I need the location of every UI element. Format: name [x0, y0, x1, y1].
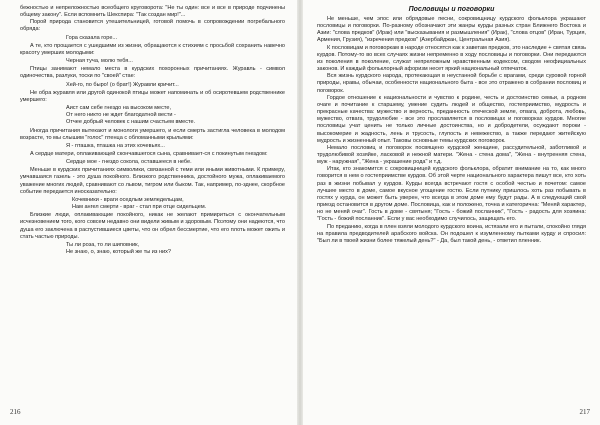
body-paragraph: Вся жизнь курдского народа, протекающая в неустанной борьбе с врагами, среди суровой горной природы, нравы, обычаи, особенности национального быта - все это отражено в собрании пословиц и поговорок. — [317, 73, 586, 94]
body-paragraph: Иногда причитания вытекают и монологи умершего, и если смерть застигла человека в молодом возрасте, то мы слышим "голос" птенца с обломанными крыльями: — [20, 127, 285, 141]
body-paragraph: Не меньше, чем эпос или обрядовые песни, сокровищницу курдского фольклора украшают пословицы и поговорки. По-разному обозначают эти жанры курды разных стран Ближнего Востока и Азии: "слова предков" (Ирак) или "высказывания и размышления" (Ирак), "слова отцов" (Иран, Турция, Армения, Грузия), "изречения предков" (Азербайджан, Центральная Азия). — [317, 16, 586, 44]
body-paragraph: Гордое отношение к национальности и чувство к родине, честь и достоинство семьи, а родном очаге и почитание к старшему, умение судить людей и общество, гостеприимство, мудрость и прекрасные качества: мужество и верность, преданность отеческой земле, отвага, доброта, любовь, мужество, отвага, трудолюбие - все это прославляется в пословицах и поговорках курдов. Многие пословицы учат ценить не только личные достоинства, но и добродетели, осуждают пороки - высокомерие и жадность, лень и трусость, глупость и невежество, а также передают житейскую мудрость и жизненный опыт. Таковы основные темы курдских поговорок. — [317, 94, 586, 144]
page-number-left: 216 — [10, 408, 21, 416]
verse-excerpt: Сердце мое - гнездо сокола, оставшееся в небе. — [66, 159, 192, 166]
body-paragraph: Меньше в курдских причитаниях символики, связанной с теми или иными животными. К примеру, умчавшаяся газель - это душа покойного. Близкого родственника, достойного мужа, оплакиваемого уважение многих людей, сравнивают со львом, тигром или быком. Так, например, по-зднее, скорбное событие передается иносказательно: — [20, 167, 285, 195]
verse-excerpt: Хей-го, по быро! (о брат!) Журавли кричит... — [66, 81, 179, 88]
verse-excerpt: Ты ли роза, то ли шиповник, Не знаю, о, знаю, который же ты из них? — [66, 241, 172, 255]
verse-excerpt: Кочевники - враги оседлым земледельцам, Нам ангел смерти - враг - стал при отце сидельцем. — [72, 196, 207, 211]
body-paragraph: Не обра журавля или другой одинокой птицы может напоминать и об осиротевшем родственнике умершего: — [20, 89, 285, 103]
body-paragraph: бежностью и непреложностью всеобщего круговорота: "Не ты один: все и все в природе подчинены общему закону". Если вспомнить Шекспира: "Так создан мир!"... — [20, 5, 285, 19]
section-heading: Пословицы и поговорки — [408, 6, 495, 13]
body-paragraph: Близкие люди, оплакивающие покойного, никак не желают примириться с окончательным исчезновением того, кого совсем недавно они видели живым и здоровым. Поэтому они надеются, что душа его заключена в распустившиеся цветы, что он обрел бессмертие, что его плоть может ожить и стать частью природы. — [20, 212, 285, 240]
body-paragraph: А те, кто прощается с ушедшими из жизни, обращаются к стихиям с просьбой сохранить навечно красоту умерших молодыми: — [20, 42, 285, 56]
body-paragraph: А сердце матери, оплакивающей скончавшегося сына, сравнивает-ся с покинутым гнездом: — [30, 150, 268, 157]
body-paragraph: К пословицам и поговоркам в народе относятся как к заветам предков, это наследие + святая связь курдов. Потому-то во всех случаях жизни непременно в ходу пословицы и поговорки. Они передаются из поколения в поколение, служат непреложным нравственным кодексом, сводом неофициальных законов. И каждый фольклорный афоризм несет яркий национальный отпечаток. — [317, 44, 586, 73]
verse-excerpt: Аист сам себе гнездо на высоком месте, От него никто не ждет благодатной вести - Отчее добрый человек с нашим счастьем вместе. — [66, 105, 196, 126]
body-paragraph: Порой природа становится утешительницей, готовой помочь в сопровождении погребального обряда: — [20, 19, 285, 33]
verse-excerpt: Черная туча, молю тебя... — [66, 58, 133, 65]
page-number-right: 217 — [579, 408, 590, 416]
verse-excerpt: Гора сказала горе... — [66, 34, 118, 41]
body-paragraph: Итак, кто знакомится с сокровищницей курдского фольклора, обратит внимание на то, как много говорится в нем о гостеприимстве курдов. Об этой черте национального характера пишут все, кто хоть раз в жизни побывал у курдов. Курды всегда встречают гостя с особой честью и почетом: самое лучшее место в доме, самое вкусное угощение гостю. Если путнику пришлось хоть раз побывать в гостях у курда, он может быть уверен, что всегда в этом доме ему будут рады. А в следующий свой приезд остановится в другом доме. Пословица, как и положено, точна и категорична: "Меняй характер, но не меняй очаг". Гость в доме - святыня; "Гость - божий посланник", "Гость - радость для хозяина: "Гость - божий посланник". Если у вас необходимо случилось, защищать его. — [317, 166, 586, 223]
right-page — [303, 0, 600, 425]
right-page-body — [317, 16, 586, 245]
body-paragraph: Немало пословиц и поговорок посвящено курдской женщине, рассудительной, заботливой и трудолюбивой хозяйке, ласковой и нежной матери. "Жена - стена дома", "Жена - внутренняя стена, муж - наружная", "Жена - украшение рода" и т.д. — [317, 144, 586, 166]
verse-excerpt: Я - пташка, пташка на этих кочевьях... — [66, 142, 165, 149]
left-page — [0, 0, 297, 425]
body-paragraph: По преданию, когда в плен взяли молодого курдского воина, истязали его и пытали, спокойно глядя на правила предводителей арабского войска. Он подошел к изумленному пытками курду и спросил: "Был ли в твоей жизни более тяжелый день?" - Да, был такой день, - ответил пленник. — [317, 223, 586, 244]
body-paragraph: Птицы занимают немало места в курдских похоронных причитаниях. Журавль - символ одиночества, разлуки, тоски по "своей" стае: — [20, 66, 285, 80]
